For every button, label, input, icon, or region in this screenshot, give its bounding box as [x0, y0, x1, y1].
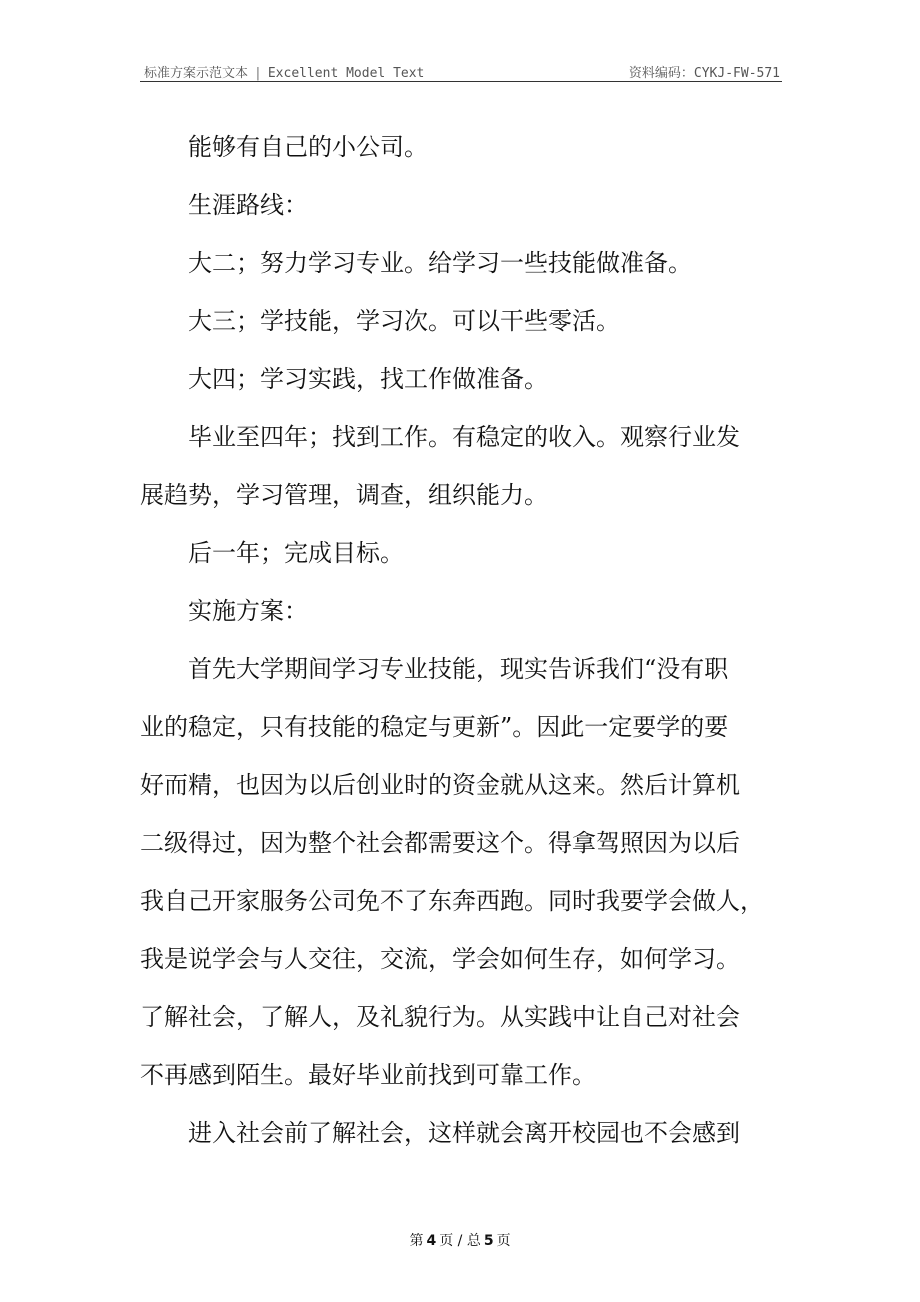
page-number-indicator: 第 4 页 / 总 5 页: [409, 1233, 511, 1249]
page-header: [140, 60, 782, 82]
current-page-number: 4: [426, 1233, 437, 1249]
paragraph-line: 大四；学习实践，找工作做准备。: [188, 365, 548, 393]
paragraph-line: 我自己开家服务公司免不了东奔西跑。同时我要学会做人，: [140, 887, 764, 915]
paragraph-line: 后一年；完成目标。: [188, 539, 404, 567]
paragraph-line: 大二；努力学习专业。给学习一些技能做准备。: [188, 249, 692, 277]
paragraph-line: 二级得过，因为整个社会都需要这个。得拿驾照因为以后: [140, 829, 740, 857]
paragraph-line: 我是说学会与人交往，交流，学会如何生存，如何学习。: [140, 945, 740, 973]
page-footer: [0, 1230, 920, 1250]
paragraph-line: 不再感到陌生。最好毕业前找到可靠工作。: [140, 1061, 596, 1089]
paragraph-line: 业的稳定，只有技能的稳定与更新”。因此一定要学的要: [140, 713, 729, 741]
header-subtitle: Excellent Model Text: [267, 66, 425, 81]
section-heading-career-path: 生涯路线：: [188, 191, 308, 219]
paragraph-line: 进入社会前了解社会，这样就会离开校园也不会感到: [188, 1119, 740, 1147]
total-page-count: 5: [483, 1233, 494, 1249]
section-heading-implementation: 实施方案：: [188, 597, 308, 625]
paragraph-line: 展趋势，学习管理，调查，组织能力。: [140, 481, 548, 509]
header-separator: |: [254, 66, 262, 81]
paragraph-line: 首先大学期间学习专业技能，现实告诉我们“没有职: [188, 655, 729, 683]
paragraph-line: 毕业至四年；找到工作。有稳定的收入。观察行业发: [188, 423, 740, 451]
paragraph-line: 大三；学技能，学习次。可以干些零活。: [188, 307, 620, 335]
header-left: [144, 62, 424, 81]
paragraph-line: 好而精，也因为以后创业时的资金就从这来。然后计算机: [140, 771, 740, 799]
document-code: 资料编码：CYKJ-FW-571: [628, 66, 780, 81]
header-title: 标准方案示范文本: [144, 66, 249, 81]
paragraph-line: 了解社会，了解人，及礼貌行为。从实践中让自己对社会: [140, 1003, 740, 1031]
paragraph-line: 能够有自己的小公司。: [188, 133, 428, 161]
document-body: [140, 118, 780, 1162]
